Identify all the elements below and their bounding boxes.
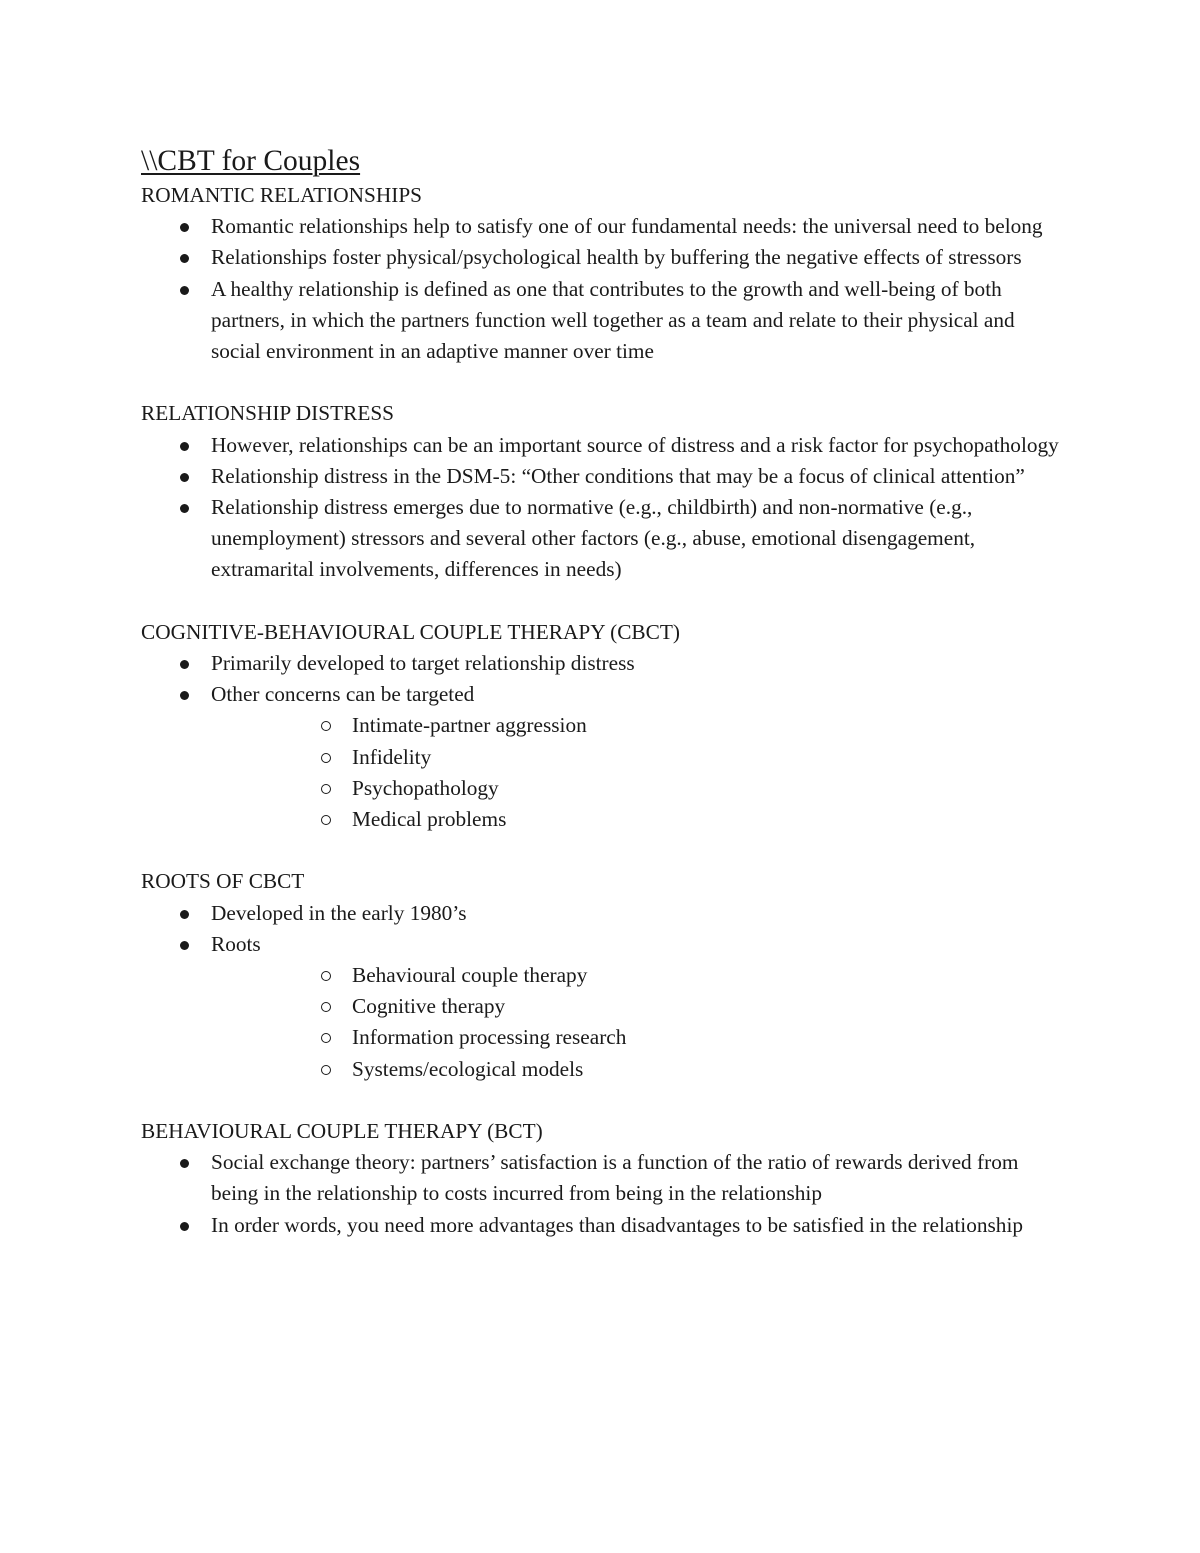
list-item-text: A healthy relationship is defined as one that contributes to the growth and well-being of both partners, in which the partners function well together as a team and relate to their physical and social environment in an adaptive manner over time: [211, 276, 1015, 364]
section-heading: BEHAVIOURAL COUPLE THERAPY (BCT): [141, 1119, 543, 1144]
bullet-list: [141, 1147, 1061, 1241]
list-item: [141, 648, 1061, 679]
list-item-text: Other concerns can be targeted: [211, 682, 475, 707]
hollow-bullet-icon: [321, 1033, 331, 1043]
section-heading: ROOTS OF CBCT: [141, 869, 305, 894]
list-item: [141, 492, 1061, 586]
list-item: [141, 461, 1061, 492]
hollow-bullet-icon: [321, 721, 331, 731]
list-item-text: Roots: [211, 931, 261, 956]
filled-bullet-icon: [180, 660, 189, 669]
sub-list-item-text: Intimate-partner aggression: [352, 713, 587, 738]
filled-bullet-icon: [180, 223, 189, 232]
sub-list-item: [211, 960, 1061, 991]
list-item: [141, 929, 1061, 1085]
section-heading: ROMANTIC RELATIONSHIPS: [141, 183, 423, 207]
sub-list-item: [211, 804, 1061, 835]
hollow-bullet-icon: [321, 971, 331, 981]
list-item: [141, 898, 1061, 929]
sub-list-item: [211, 742, 1061, 773]
list-item-text: Relationships foster physical/psychological health by buffering the negative effects of stressors: [211, 245, 1022, 270]
list-item-text: Developed in the early 1980’s: [211, 900, 467, 925]
hollow-bullet-icon: [321, 1002, 331, 1012]
list-item: [141, 274, 1061, 368]
list-item: [141, 430, 1061, 461]
hollow-bullet-icon: [321, 1065, 331, 1075]
sub-list-item-text: Infidelity: [352, 744, 432, 769]
section: [141, 180, 1061, 367]
sub-list-item: [211, 773, 1061, 804]
sub-list-item-text: Behavioural couple therapy: [352, 963, 588, 988]
list-item: [141, 1147, 1061, 1209]
filled-bullet-icon: [180, 691, 189, 700]
filled-bullet-icon: [180, 504, 189, 513]
filled-bullet-icon: [180, 473, 189, 482]
bullet-list: [141, 430, 1061, 586]
hollow-bullet-icon: [321, 815, 331, 825]
sub-list-item-text: Systems/ecological models: [352, 1056, 584, 1081]
sub-list-item-text: Medical problems: [352, 807, 507, 832]
list-item-text: Primarily developed to target relationship distress: [211, 651, 635, 676]
bullet-list: [141, 648, 1061, 835]
sub-bullet-list: [211, 960, 1061, 1085]
filled-bullet-icon: [180, 286, 189, 295]
filled-bullet-icon: [180, 1222, 189, 1231]
sub-list-item-text: Cognitive therapy: [352, 994, 506, 1019]
sub-list-item: [211, 1054, 1061, 1085]
document-body: [141, 142, 1061, 1241]
list-item-text: In order words, you need more advantages than disadvantages to be satisfied in the relationship: [211, 1212, 1024, 1237]
section: [141, 617, 1061, 835]
sub-list-item: [211, 1022, 1061, 1053]
section: [141, 1116, 1061, 1241]
list-item: [141, 679, 1061, 835]
section-heading: COGNITIVE-BEHAVIOURAL COUPLE THERAPY (CBCT): [141, 619, 680, 644]
list-item-text: Relationship distress emerges due to normative (e.g., childbirth) and non-normative (e.g., unemployment) stressors and several other factors (e.g., abuse, emotional disengagement, extramarital involvements, differences in needs): [211, 495, 976, 582]
section-heading: RELATIONSHIP DISTRESS: [141, 401, 395, 426]
section: [141, 866, 1061, 1084]
hollow-bullet-icon: [321, 753, 331, 763]
bullet-list: [141, 898, 1061, 1085]
bullet-list: [141, 211, 1061, 367]
section: [141, 398, 1061, 585]
sub-list-item: [211, 991, 1061, 1022]
hollow-bullet-icon: [321, 784, 331, 794]
list-item: [141, 1210, 1061, 1241]
list-item: [141, 211, 1061, 242]
list-item-text: Relationship distress in the DSM-5: “Other conditions that may be a focus of clinical attention”: [211, 463, 1025, 488]
document-title: \\CBT for Couples: [141, 145, 361, 177]
list-item-text: However, relationships can be an important source of distress and a risk factor for psychopathology: [211, 432, 1059, 457]
sub-bullet-list: [211, 710, 1061, 835]
list-item: [141, 242, 1061, 273]
sub-list-item-text: Information processing research: [352, 1025, 627, 1050]
sub-list-item: [211, 710, 1061, 741]
filled-bullet-icon: [180, 910, 189, 919]
list-item-text: Social exchange theory: partners’ satisfaction is a function of the ratio of rewards derived from being in the relationship to costs incurred from being in the relationship: [211, 1150, 1019, 1206]
filled-bullet-icon: [180, 1159, 189, 1168]
sub-list-item-text: Psychopathology: [352, 775, 499, 800]
filled-bullet-icon: [180, 254, 189, 263]
filled-bullet-icon: [180, 941, 189, 950]
list-item-text: Romantic relationships help to satisfy one of our fundamental needs: the universal need to belong: [211, 214, 1043, 239]
filled-bullet-icon: [180, 442, 189, 451]
sections-container: [141, 180, 1061, 1241]
